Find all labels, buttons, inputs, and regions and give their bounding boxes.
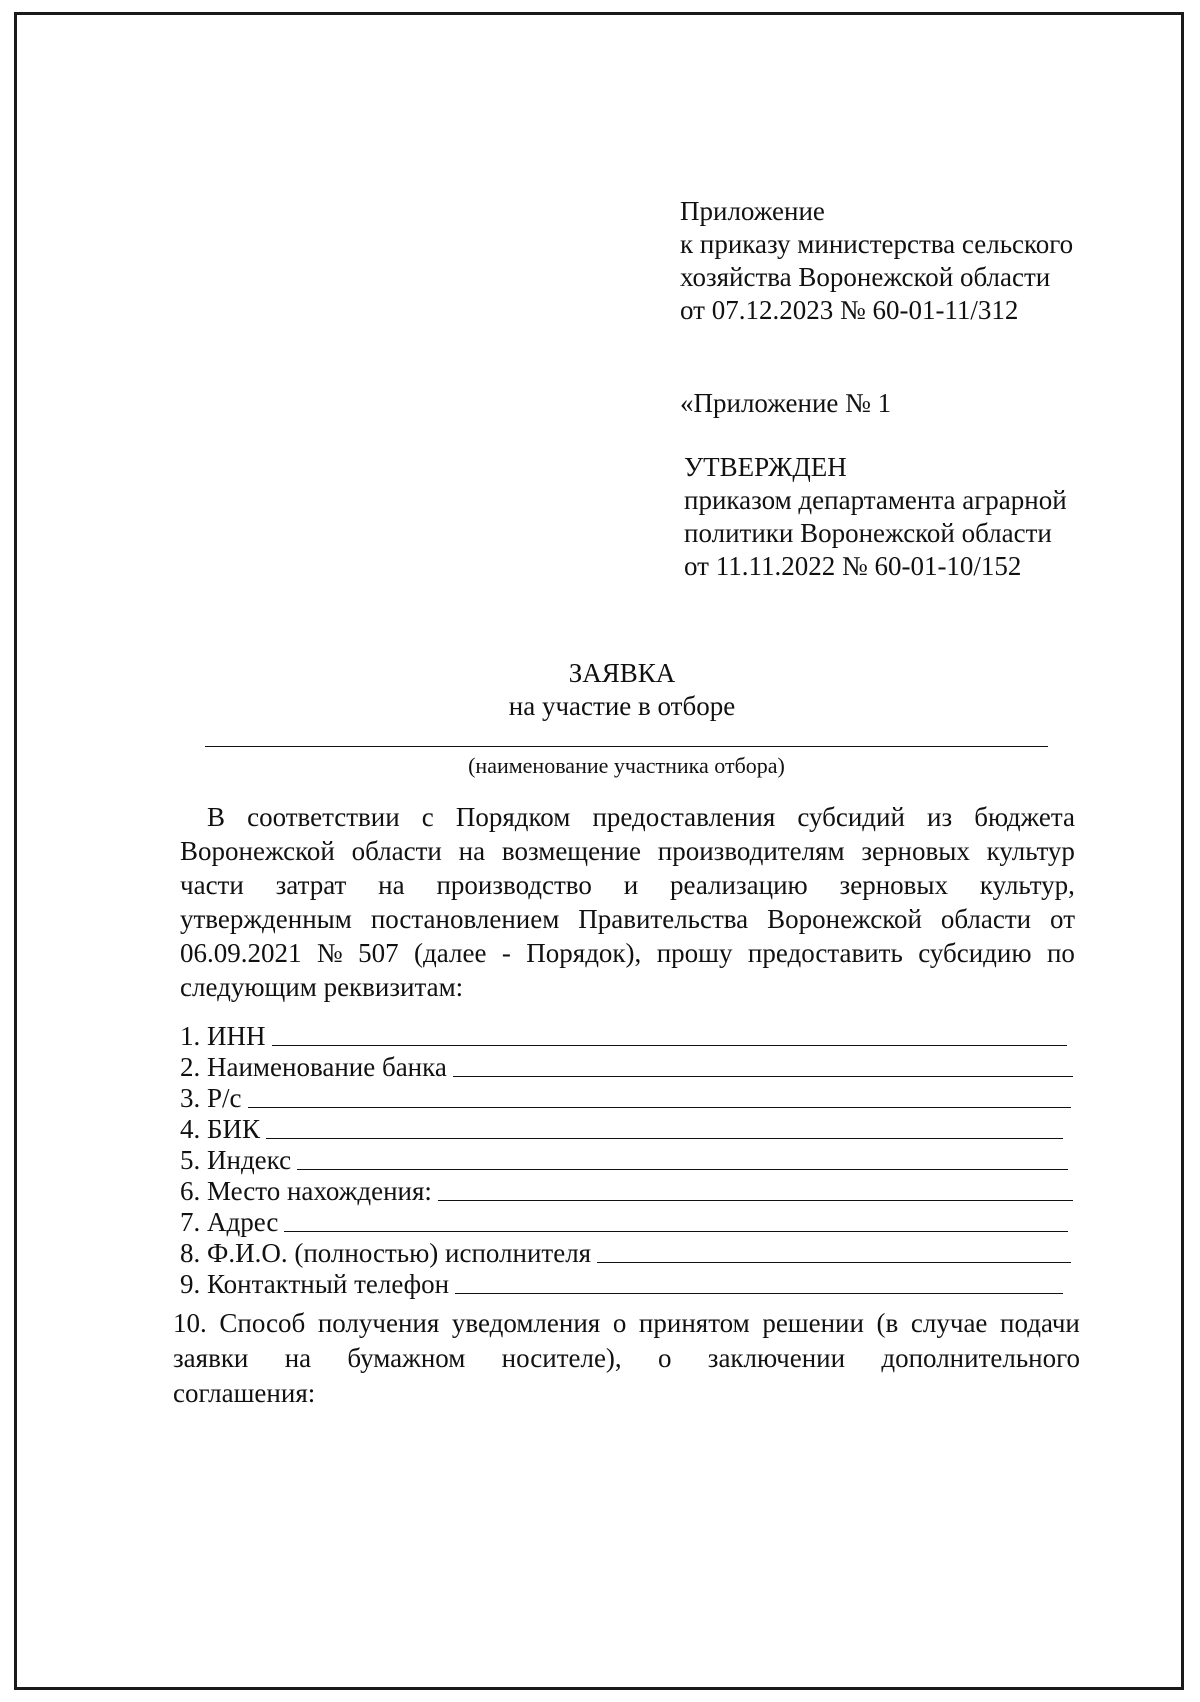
item10-line [173,1306,1080,1341]
paragraph-line [180,800,1075,834]
appendix-header [680,195,1073,327]
word: зерновых [839,870,949,900]
word: бюджета [974,802,1075,832]
word: области [351,836,442,866]
word: (в [876,1308,899,1338]
word: культур [986,836,1075,866]
requisite-blank-line[interactable] [248,1107,1071,1108]
word: случае [910,1308,988,1338]
word: постановлением [370,904,560,934]
approval-block [684,451,1067,583]
word: решении [762,1308,864,1338]
word: заявки [173,1343,249,1373]
requisite-label: 5. Индекс [180,1145,292,1175]
word: области [940,904,1032,934]
document-title: ЗАЯВКА [568,658,676,688]
requisite-blank-line[interactable] [266,1138,1063,1139]
word: следующим реквизитам: [180,972,464,1002]
requisite-label: 7. Адрес [180,1207,279,1237]
paragraph-line [180,970,1075,1004]
word: Порядком [455,802,571,832]
word: и [623,870,639,900]
requisite-field[interactable] [180,1207,1075,1238]
word: о [612,1308,627,1338]
approval-line: приказом департамента аграрной [684,485,1067,515]
word: утвержденным [180,904,352,934]
word: на [284,1343,312,1373]
application-paragraph [180,800,1075,1004]
notification-method-item [173,1306,1080,1411]
requisite-blank-line[interactable] [272,1045,1068,1046]
word: возмещение [501,836,641,866]
requisite-field[interactable] [180,1145,1075,1176]
requisite-blank-line[interactable] [453,1076,1073,1077]
word: затрат [275,870,347,900]
requisite-field[interactable] [180,1269,1075,1300]
appendix-line: к приказу министерства сельского [680,229,1074,259]
requisite-field[interactable] [180,1052,1075,1083]
approval-line: политики Воронежской области [684,518,1052,548]
word: соглашения: [173,1378,316,1408]
word: носителе), [501,1343,622,1373]
word: Воронежской [180,836,335,866]
appendix-number [680,387,891,420]
requisite-blank-line[interactable] [438,1200,1073,1201]
word: подачи [1000,1308,1080,1338]
word: предоставления [592,802,776,832]
word: производителям [657,836,845,866]
item10-line [173,1376,1080,1411]
requisite-label: 8. Ф.И.О. (полностью) исполнителя [180,1238,592,1268]
word: из [927,802,953,832]
word: субсидию [918,938,1032,968]
requisite-field[interactable] [180,1083,1075,1114]
word: Способ [219,1308,306,1338]
appendix-line: от 07.12.2023 № 60-01-11/312 [680,295,1019,325]
word: соответствии [247,802,400,832]
word: на [458,836,486,866]
requisite-field[interactable] [180,1114,1075,1145]
requisite-field[interactable] [180,1021,1075,1052]
appendix-line: хозяйства Воронежской области [680,262,1051,292]
participant-caption: (наименование участника отбора) [468,753,785,778]
requisite-label: 4. БИК [180,1114,261,1144]
requisite-field[interactable] [180,1238,1075,1269]
participant-name-line [205,746,1048,747]
word: прошу [656,938,733,968]
word: Воронежской [767,904,922,934]
word: уведомления [451,1308,601,1338]
paragraph-line [180,868,1075,902]
item10-line [173,1341,1080,1376]
approval-line: УТВЕРЖДЕН [684,452,847,482]
requisite-label: 1. ИНН [180,1021,266,1051]
paragraph-line [180,902,1075,936]
requisite-blank-line[interactable] [455,1293,1063,1294]
word: зерновых [861,836,970,866]
word: реализацию [670,870,808,900]
requisite-label: 2. Наименование банка [180,1052,447,1082]
word: В [207,802,226,832]
word: на [378,870,405,900]
requisite-label: 9. Контактный телефон [180,1269,450,1299]
word: принятом [638,1308,750,1338]
word: бумажном [347,1343,466,1373]
appendix-line: Приложение [680,196,825,226]
approval-line: от 11.11.2022 № 60-01-10/152 [684,551,1022,581]
requisite-label: 6. Место нахождения: [180,1176,432,1206]
requisite-blank-line[interactable] [284,1231,1068,1232]
word: от [1050,904,1075,934]
requisite-field[interactable] [180,1176,1075,1207]
requisite-label: 3. Р/с [180,1083,242,1113]
paragraph-line [180,834,1075,868]
word: 06.09.2021 [180,938,302,968]
word: - [501,938,511,968]
document-subtitle: на участие в отборе [508,691,736,721]
word: Правительства [578,904,749,934]
word: дополнительного [881,1343,1080,1373]
word: культур, [979,870,1075,900]
word: заключении [707,1343,846,1373]
word: получения [317,1308,440,1338]
word: по [1046,938,1075,968]
paragraph-line [180,936,1075,970]
scan-edge [1186,0,1200,1702]
word: производство [436,870,592,900]
requisites-list [180,1021,1075,1300]
word: предоставить [747,938,903,968]
requisite-blank-line[interactable] [297,1169,1068,1170]
word: (далее [414,938,487,968]
word: о [657,1343,672,1373]
requisite-blank-line[interactable] [597,1262,1071,1263]
word: части [180,870,244,900]
word: субсидий [797,802,905,832]
word: Порядок), [526,938,642,968]
word: с [421,802,434,832]
word: № [316,938,343,968]
word: 10. [173,1308,207,1338]
word: 507 [358,938,399,968]
appendix-number-text: «Приложение № 1 [680,388,892,418]
